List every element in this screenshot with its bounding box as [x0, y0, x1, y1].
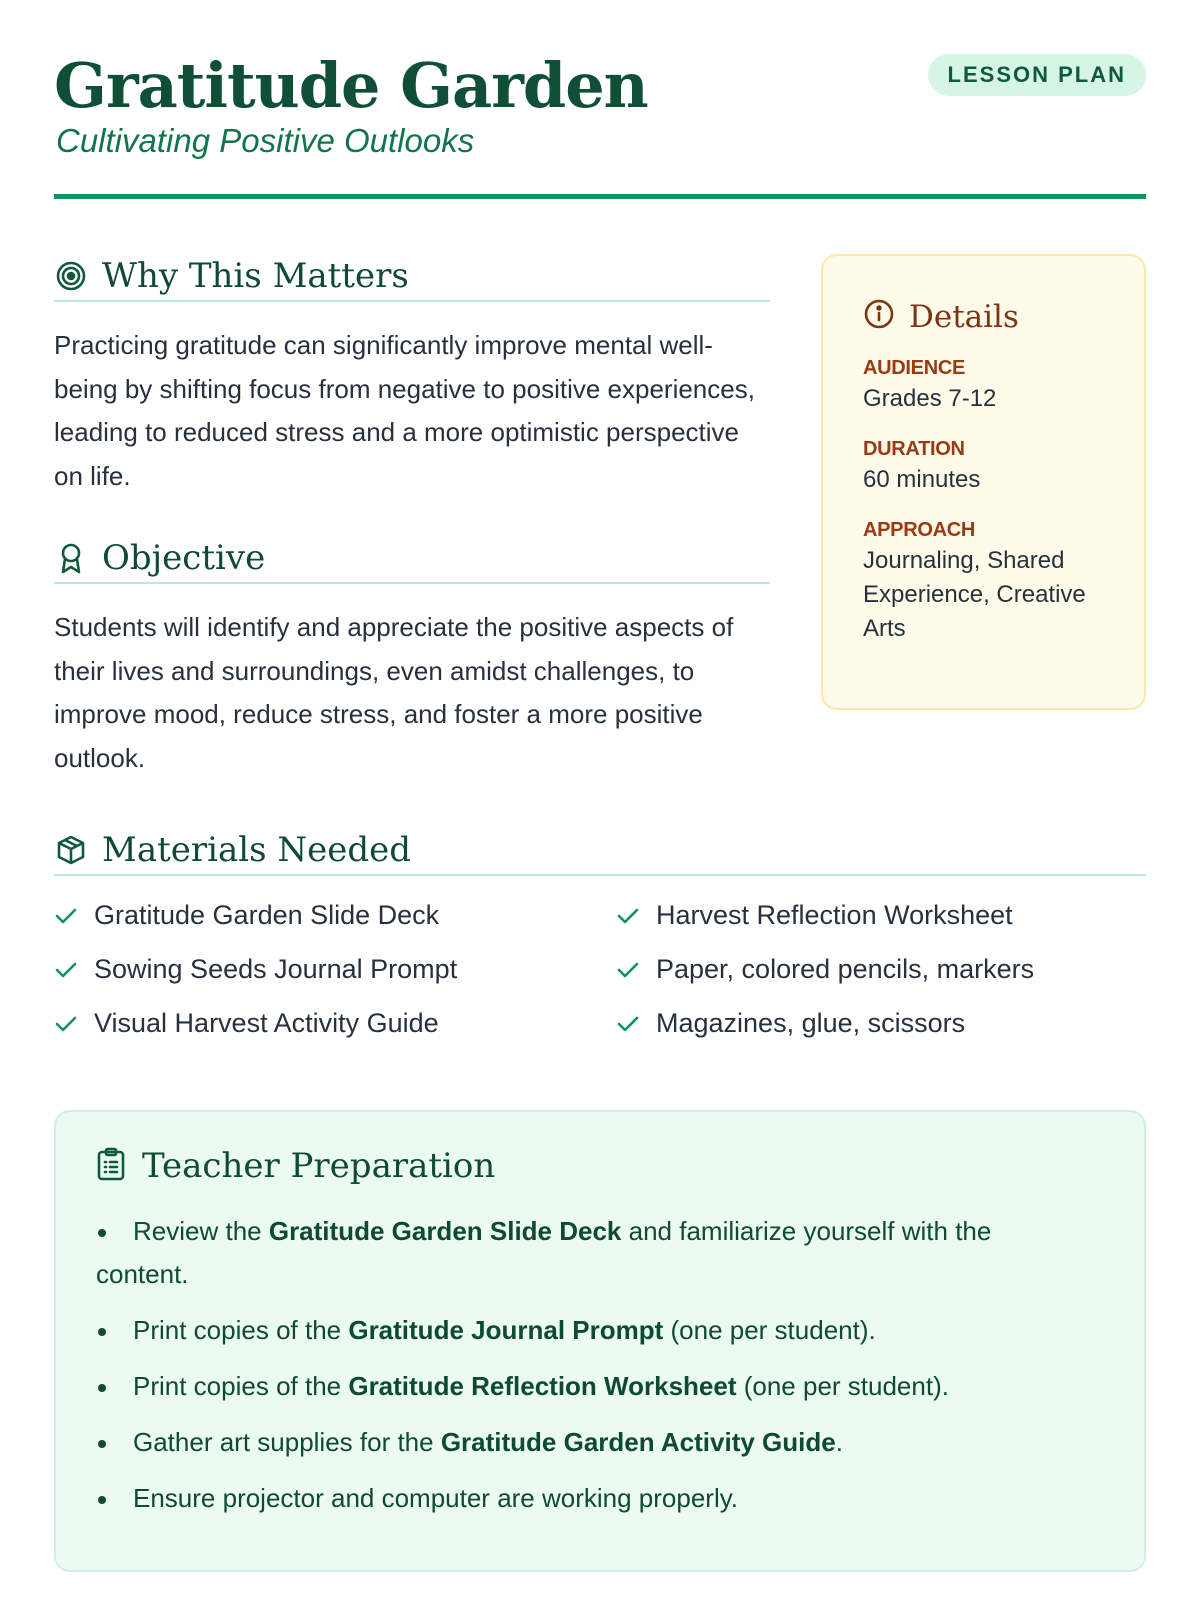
list-item: Ensure projector and computer are working properly.: [96, 1477, 1104, 1520]
why-title: Why This Matters: [102, 256, 409, 296]
material-label: Harvest Reflection Worksheet: [656, 900, 1013, 930]
check-icon: [54, 1012, 78, 1036]
material-label: Gratitude Garden Slide Deck: [94, 900, 440, 930]
header: [54, 0, 1146, 200]
material-label: Sowing Seeds Journal Prompt: [94, 954, 458, 984]
why-heading: [54, 256, 770, 302]
why-text: Practicing gratitude can significantly improve mental well-being by shifting focus from negative to positive experiences, leading to reduced stress and a more optimistic perspective on life.: [54, 330, 755, 491]
clipboard-icon: [96, 1147, 126, 1186]
list-item: [616, 898, 1146, 933]
duration-label: DURATION: [863, 438, 965, 460]
info-icon: [863, 298, 895, 335]
objective-title: Objective: [102, 538, 266, 578]
award-icon: [54, 541, 88, 575]
header-divider: [54, 194, 1146, 199]
materials-section: [54, 830, 1146, 1041]
list-item: [616, 1006, 1146, 1041]
lesson-plan-badge: LESSON PLAN: [928, 54, 1146, 96]
materials-list: [54, 898, 1146, 1041]
list-item: [54, 952, 616, 987]
list-item: [54, 1006, 616, 1041]
details-heading: [863, 298, 1104, 335]
check-icon: [616, 1012, 640, 1036]
material-label: Paper, colored pencils, markers: [656, 954, 1035, 984]
page-title: Gratitude Garden: [54, 49, 648, 122]
page-subtitle: Cultivating Positive Outlooks: [56, 122, 475, 159]
audience-label: AUDIENCE: [863, 357, 966, 379]
lesson-plan-page: [54, 0, 1146, 1513]
material-label: Magazines, glue, scissors: [656, 1008, 966, 1038]
check-icon: [54, 904, 78, 928]
list-item: Gather art supplies for the Gratitude Garden Activity Guide.: [96, 1421, 1104, 1464]
audience-value: Grades 7-12: [863, 385, 997, 412]
materials-heading: [54, 830, 1146, 876]
duration-value: 60 minutes: [863, 466, 981, 493]
objective-section: [54, 538, 770, 780]
approach-label: APPROACH: [863, 519, 976, 541]
prep-list: [96, 1210, 1104, 1520]
check-icon: [54, 958, 78, 982]
list-item: Print copies of the Gratitude Reflection Worksheet (one per student).: [96, 1365, 1104, 1408]
teacher-preparation-card: [54, 1110, 1146, 1572]
prep-heading: [96, 1146, 1104, 1186]
approach-value: Journaling, Shared Experience, Creative Arts: [863, 547, 1086, 642]
material-label: Visual Harvest Activity Guide: [94, 1008, 439, 1038]
objective-heading: [54, 538, 770, 584]
package-icon: [54, 833, 88, 867]
list-item: Review the Gratitude Garden Slide Deck and familiarize yourself with the content.: [96, 1210, 1104, 1296]
prep-title: Teacher Preparation: [142, 1146, 496, 1186]
materials-title: Materials Needed: [102, 830, 412, 870]
check-icon: [616, 958, 640, 982]
objective-text: Students will identify and appreciate the positive aspects of their lives and surroundings, even amidst challenges, to improve mood, reduce stress, and foster a more positive outlook.: [54, 612, 734, 773]
list-item: [616, 952, 1146, 987]
target-icon: [54, 259, 88, 293]
why-section: [54, 256, 770, 498]
check-icon: [616, 904, 640, 928]
list-item: Print copies of the Gratitude Journal Prompt (one per student).: [96, 1309, 1104, 1352]
details-title: Details: [909, 298, 1019, 335]
list-item: [54, 898, 616, 933]
details-card: [821, 254, 1146, 710]
